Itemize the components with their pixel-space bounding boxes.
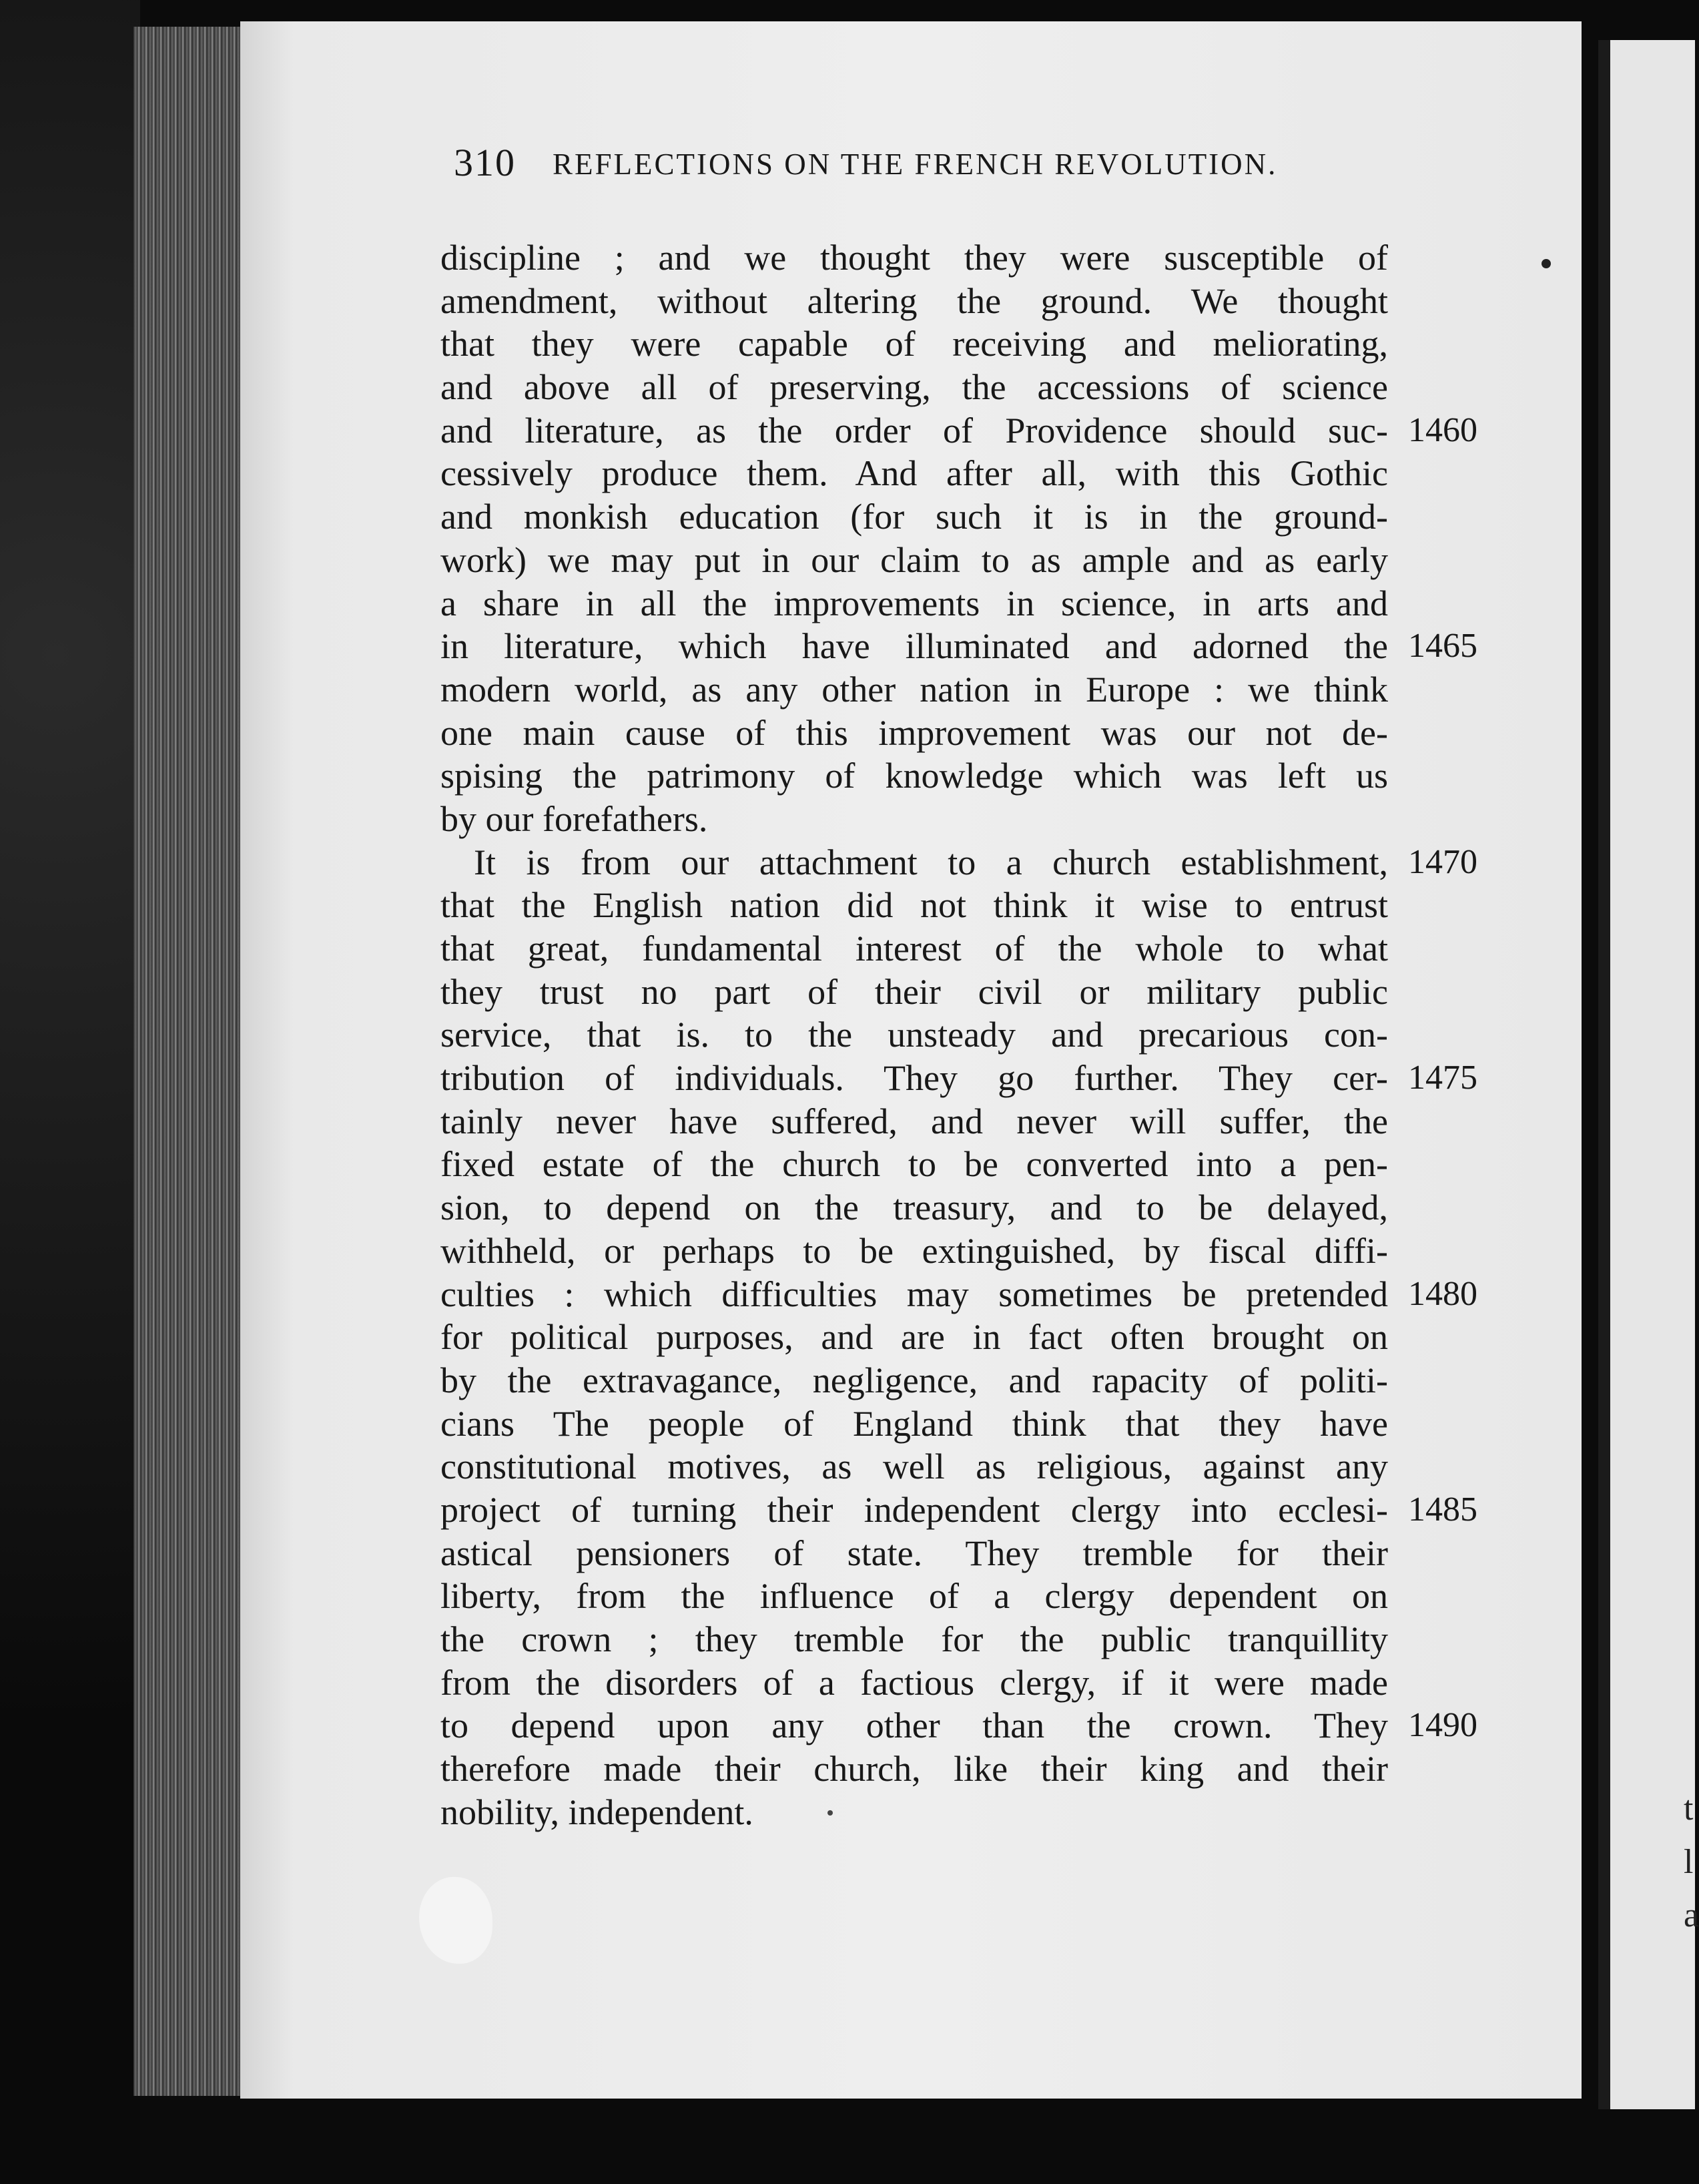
text-line	[440, 1316, 1642, 1359]
text-line	[440, 1488, 1642, 1532]
page-number: 310	[454, 141, 516, 184]
book-spine-shadow	[0, 0, 140, 2184]
facing-page-fragment: a	[1684, 1896, 1699, 1934]
running-title: REFLECTIONS ON THE FRENCH REVOLUTION.	[553, 148, 1278, 181]
facing-page-fragment: t	[1684, 1790, 1694, 1828]
line-text: and literature, as the order of Providence should suc-	[440, 410, 1388, 451]
text-line	[440, 582, 1642, 625]
line-text: tribution of individuals. They go further. They cer-	[440, 1058, 1388, 1099]
line-text: therefore made their church, like their king and their	[440, 1749, 1388, 1790]
text-line	[440, 1704, 1642, 1747]
text-line	[440, 409, 1642, 453]
line-number: 1490	[1408, 1706, 1477, 1745]
line-text: culties : which difficulties may sometimes be pretended	[440, 1274, 1388, 1314]
line-text: tainly never have suffered, and never will suffer, the	[440, 1101, 1388, 1141]
line-text: project of turning their independent clergy into ecclesi-	[440, 1489, 1388, 1530]
line-text: to depend upon any other than the crown. They	[440, 1705, 1388, 1746]
text-line	[440, 1230, 1642, 1273]
text-line	[440, 452, 1642, 495]
line-number: 1475	[1408, 1059, 1477, 1097]
line-text: and above all of preserving, the accessions of science	[440, 367, 1388, 408]
line-text: for political purposes, and are in fact often brought on	[440, 1317, 1388, 1358]
text-line	[440, 1575, 1642, 1618]
line-text: and monkish education (for such it is in the ground-	[440, 497, 1388, 537]
page-edges	[133, 27, 254, 2096]
line-text: by our forefathers.	[440, 798, 708, 839]
line-text: constitutional motives, as well as religious, against any	[440, 1446, 1388, 1487]
book-page	[240, 21, 1582, 2099]
text-line	[440, 712, 1642, 755]
line-text: withheld, or perhaps to be extinguished, by fiscal diffi-	[440, 1230, 1388, 1271]
line-number: 1480	[1408, 1274, 1477, 1313]
line-text: liberty, from the influence of a clergy dependent on	[440, 1576, 1388, 1617]
line-text: that they were capable of receiving and meliorating,	[440, 324, 1388, 364]
line-text: by the extravagance, negligence, and rapacity of politi-	[440, 1360, 1388, 1400]
text-line	[440, 539, 1642, 582]
line-text: discipline ; and we thought they were susceptible of	[440, 238, 1388, 278]
line-text: cessively produce them. And after all, with this Gothic	[440, 453, 1388, 494]
text-line	[440, 1057, 1642, 1100]
text-line	[440, 1359, 1642, 1402]
text-line	[440, 280, 1642, 323]
text-line	[440, 1791, 1642, 1834]
line-number: 1485	[1408, 1490, 1477, 1529]
line-text: that great, fundamental interest of the whole to what	[440, 928, 1388, 969]
line-text: the crown ; they tremble for the public tranquillity	[440, 1619, 1388, 1659]
text-line	[440, 1618, 1642, 1661]
line-text: that the English nation did not think it wise to entrust	[440, 885, 1388, 926]
text-line	[440, 798, 1642, 841]
text-line	[440, 1747, 1642, 1791]
facing-page-edge	[1598, 40, 1699, 2109]
line-text: cians The people of England think that they have	[440, 1403, 1388, 1444]
page-header	[454, 140, 1602, 194]
line-text: spising the patrimony of knowledge which was left us	[440, 756, 1388, 796]
line-text: nobility, independent.	[440, 1792, 753, 1832]
facing-page-fragment: l	[1684, 1843, 1694, 1881]
text-line	[440, 1186, 1642, 1230]
text-line	[440, 1402, 1642, 1446]
body-text	[440, 236, 1642, 1834]
line-text: in literature, which have illuminated and adorned the	[440, 626, 1388, 667]
line-text: amendment, without altering the ground. We thought	[440, 280, 1388, 321]
ink-speck	[1542, 259, 1551, 268]
text-line	[440, 1445, 1642, 1488]
paper-stain	[419, 1877, 492, 1964]
text-line	[440, 1100, 1642, 1143]
text-line	[440, 971, 1642, 1014]
text-line	[440, 1532, 1642, 1575]
line-text: work) we may put in our claim to as ample and as early	[440, 539, 1388, 580]
line-text: modern world, as any other nation in Europe : we think	[440, 669, 1388, 710]
line-text: sion, to depend on the treasury, and to be delayed,	[440, 1187, 1388, 1228]
text-line	[440, 236, 1642, 280]
text-line	[440, 366, 1642, 409]
text-line	[440, 1013, 1642, 1057]
text-line	[440, 625, 1642, 668]
line-text: they trust no part of their civil or military public	[440, 971, 1388, 1012]
line-text: from the disorders of a factious clergy, if it were made	[440, 1662, 1388, 1703]
ink-speck	[827, 1810, 833, 1816]
text-line	[440, 322, 1642, 366]
line-number: 1470	[1408, 842, 1477, 881]
line-text: astical pensioners of state. They tremble for their	[440, 1533, 1388, 1573]
line-text: It is from our attachment to a church establishment,	[474, 842, 1388, 882]
text-line	[440, 884, 1642, 927]
line-number: 1460	[1408, 411, 1477, 449]
text-line	[440, 1143, 1642, 1186]
text-line	[440, 927, 1642, 971]
text-line	[440, 1661, 1642, 1705]
text-line	[440, 841, 1642, 884]
text-line	[440, 495, 1642, 539]
line-text: a share in all the improvements in science, in arts and	[440, 583, 1388, 623]
text-line	[440, 1273, 1642, 1316]
text-line	[440, 754, 1642, 798]
line-text: fixed estate of the church to be converted into a pen-	[440, 1144, 1388, 1185]
line-text: one main cause of this improvement was our not de-	[440, 712, 1388, 753]
text-line	[440, 668, 1642, 712]
line-number: 1465	[1408, 627, 1477, 665]
line-text: service, that is. to the unsteady and precarious con-	[440, 1015, 1388, 1055]
